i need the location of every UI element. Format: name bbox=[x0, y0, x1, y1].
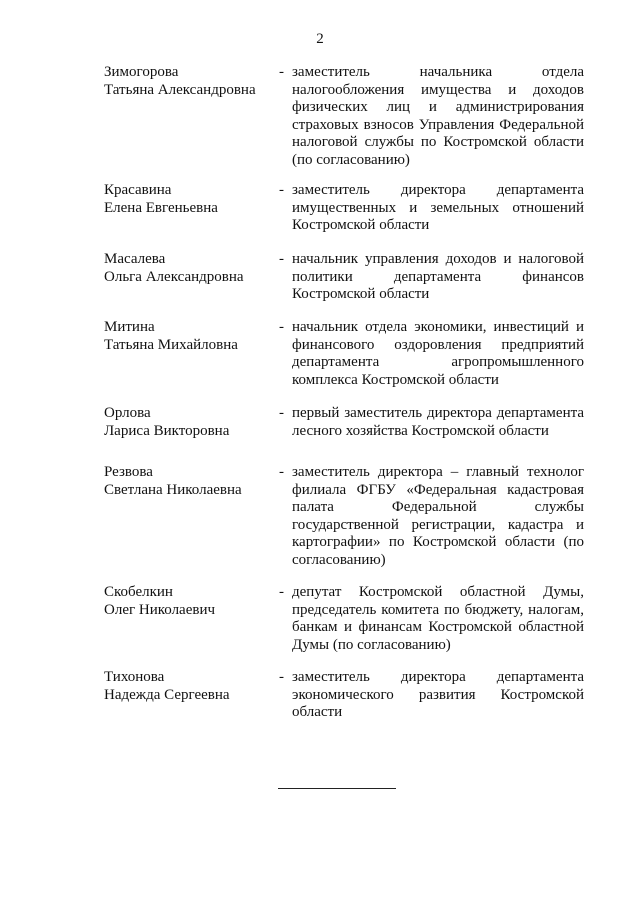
closing-rule bbox=[278, 788, 396, 789]
member-name bbox=[104, 584, 284, 619]
dash-separator: - bbox=[279, 319, 284, 335]
dash-separator: - bbox=[279, 182, 284, 198]
member-name bbox=[104, 669, 284, 704]
page-number: 2 bbox=[316, 31, 324, 47]
member-name bbox=[104, 464, 284, 499]
member-surname: Красавина bbox=[104, 182, 172, 198]
member-given-names: Татьяна Михайловна bbox=[104, 336, 238, 353]
member-given-names: Надежда Сергеевна bbox=[104, 686, 230, 703]
member-surname: Резвова bbox=[104, 464, 153, 480]
member-role: начальник управления доходов и налоговой политики департамента финансов Костромской области bbox=[292, 251, 584, 303]
member-role: первый заместитель директора департамента лесного хозяйства Костромской области bbox=[292, 405, 584, 439]
member-given-names: Елена Евгеньевна bbox=[104, 199, 218, 216]
member-surname: Зимогорова bbox=[104, 64, 179, 80]
member-name bbox=[104, 251, 284, 286]
member-surname: Скобелкин bbox=[104, 584, 173, 600]
member-role: заместитель директора департамента имущественных и земельных отношений Костромской области bbox=[292, 182, 584, 234]
member-given-names: Татьяна Александровна bbox=[104, 81, 256, 98]
member-role: депутат Костромской областной Думы, председатель комитета по бюджету, налогам, банкам и финансам Костромской областной Думы (по согласованию) bbox=[292, 584, 584, 653]
dash-separator: - bbox=[279, 405, 284, 421]
member-given-names: Ольга Александровна bbox=[104, 268, 244, 285]
member-surname: Тихонова bbox=[104, 669, 165, 685]
member-name bbox=[104, 182, 284, 217]
dash-separator: - bbox=[279, 669, 284, 685]
dash-separator: - bbox=[279, 251, 284, 267]
member-name bbox=[104, 319, 284, 354]
member-given-names: Светлана Николаевна bbox=[104, 481, 242, 498]
member-surname: Орлова bbox=[104, 405, 151, 421]
member-role: заместитель директора департамента экономического развития Костромской области bbox=[292, 669, 584, 721]
member-surname: Масалева bbox=[104, 251, 166, 267]
dash-separator: - bbox=[279, 464, 284, 480]
member-given-names: Олег Николаевич bbox=[104, 601, 216, 618]
member-given-names: Лариса Викторовна bbox=[104, 422, 230, 439]
member-role: заместитель начальника отдела налогообложения имущества и доходов физических лиц и администрирования страховых взносов Управления Федеральной налоговой службы по Костромской области (по согласованию) bbox=[292, 64, 584, 168]
dash-separator: - bbox=[279, 64, 284, 80]
dash-separator: - bbox=[279, 584, 284, 600]
member-role: начальник отдела экономики, инвестиций и финансового оздоровления предприятий департамента агропромышленного комплекса Костромской области bbox=[292, 319, 584, 388]
member-name bbox=[104, 64, 284, 99]
member-surname: Митина bbox=[104, 319, 155, 335]
member-name bbox=[104, 405, 284, 440]
member-role: заместитель директора – главный технолог филиала ФГБУ «Федеральная кадастровая палата Федеральной службы государственной регистрации, кадастра и картографии» по Костромской области (по согласованию) bbox=[292, 464, 584, 568]
